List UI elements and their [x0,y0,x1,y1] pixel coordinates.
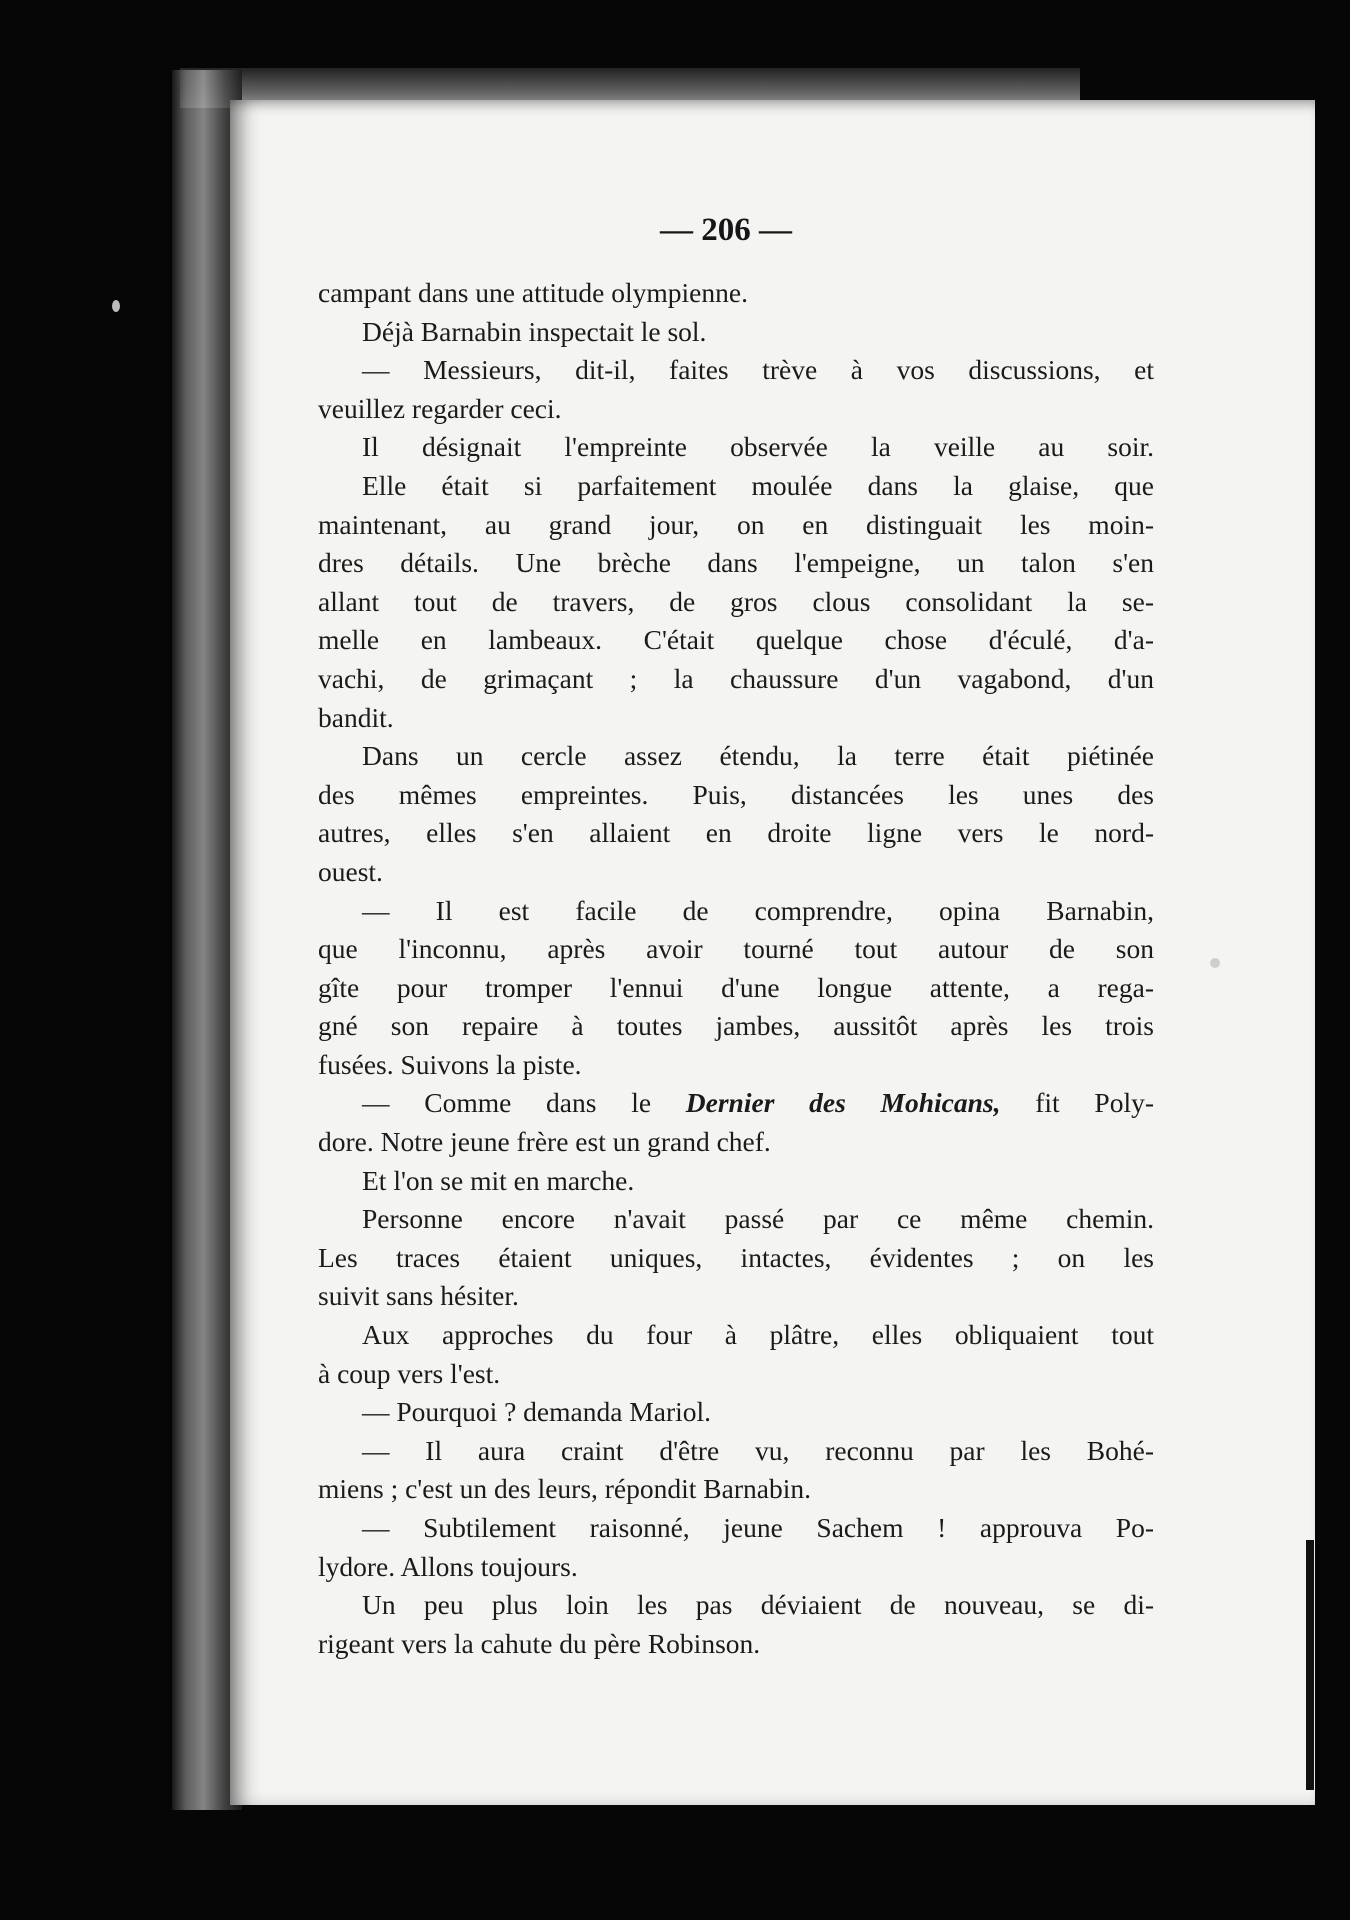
dust-speck [112,300,120,312]
text-line: Les traces étaient uniques, intactes, évidentes ; on les [318,1241,1154,1273]
text-line: bandit. [318,701,394,733]
text-line: gîte pour tromper l'ennui d'une longue attente, a rega- [318,971,1154,1003]
text-line: des mêmes empreintes. Puis, distancées les unes des [318,778,1154,810]
page-edge-right [1306,1540,1314,1790]
text-line: Un peu plus loin les pas déviaient de nouveau, se di- [362,1589,1154,1621]
text-line: lydore. Allons toujours. [318,1550,578,1582]
dust-speck [1210,958,1220,968]
text-line: Déjà Barnabin inspectait le sol. [362,315,707,347]
text-line: — Il est facile de comprendre, opina Barnabin, [362,894,1154,926]
text-line: Et l'on se mit en marche. [362,1164,635,1196]
text-line: Elle était si parfaitement moulée dans la glaise, que [362,469,1154,501]
text-line: ouest. [318,855,383,887]
text-line: Personne encore n'avait passé par ce même chemin. [362,1203,1154,1235]
text-line: Il désignait l'empreinte observée la veille au soir. [362,431,1154,463]
text-line: — Subtilement raisonné, jeune Sachem ! approuva Po- [362,1512,1154,1543]
text-line: miens ; c'est un des leurs, répondit Barnabin. [318,1473,811,1505]
text-line: Aux approches du four à plâtre, elles obliquaient tout [362,1319,1154,1351]
text-line: — Il aura craint d'être vu, reconnu par les Bohé- [362,1434,1154,1466]
text-line: — Messieurs, dit-il, faites trève à vos discussions, et [362,354,1154,386]
text-line: gné son repaire à toutes jambes, aussitôt après les trois [318,1010,1154,1042]
text-line: veuillez regarder ceci. [318,392,562,424]
text-line: — Comme dans le Dernier des Mohicans, fit Poly- [362,1087,1155,1119]
page-number: — 206 — [660,212,792,248]
text-line: dore. Notre jeune frère est un grand chef. [318,1126,771,1158]
text-line: melle en lambeaux. C'était quelque chose d'éculé, d'a- [318,624,1154,656]
text-line: autres, elles s'en allaient en droite ligne vers le nord- [318,817,1154,849]
text-line: Dans un cercle assez étendu, la terre était piétinée [362,740,1154,772]
text-line: dres détails. Une brèche dans l'empeigne, un talon s'en [318,547,1154,579]
text-line: rigeant vers la cahute du père Robinson. [318,1627,761,1659]
text-line: suivit sans hésiter. [318,1280,519,1312]
text-line: que l'inconnu, après avoir tourné tout autour de son [318,933,1154,965]
text-line: allant tout de travers, de gros clous consolidant la se- [318,585,1154,617]
text-line: maintenant, au grand jour, on en distinguait les moin- [318,508,1154,540]
text-line: — Pourquoi ? demanda Mariol. [362,1396,712,1428]
text-line: à coup vers l'est. [318,1357,501,1389]
text-line: campant dans une attitude olympienne. [318,277,748,308]
page-text [318,274,1154,1663]
text-line: fusées. Suivons la piste. [318,1048,582,1080]
text-line: vachi, de grimaçant ; la chaussure d'un vagabond, d'un [318,662,1154,694]
book-title-italic: Dernier des Mohicans, [685,1087,1001,1119]
